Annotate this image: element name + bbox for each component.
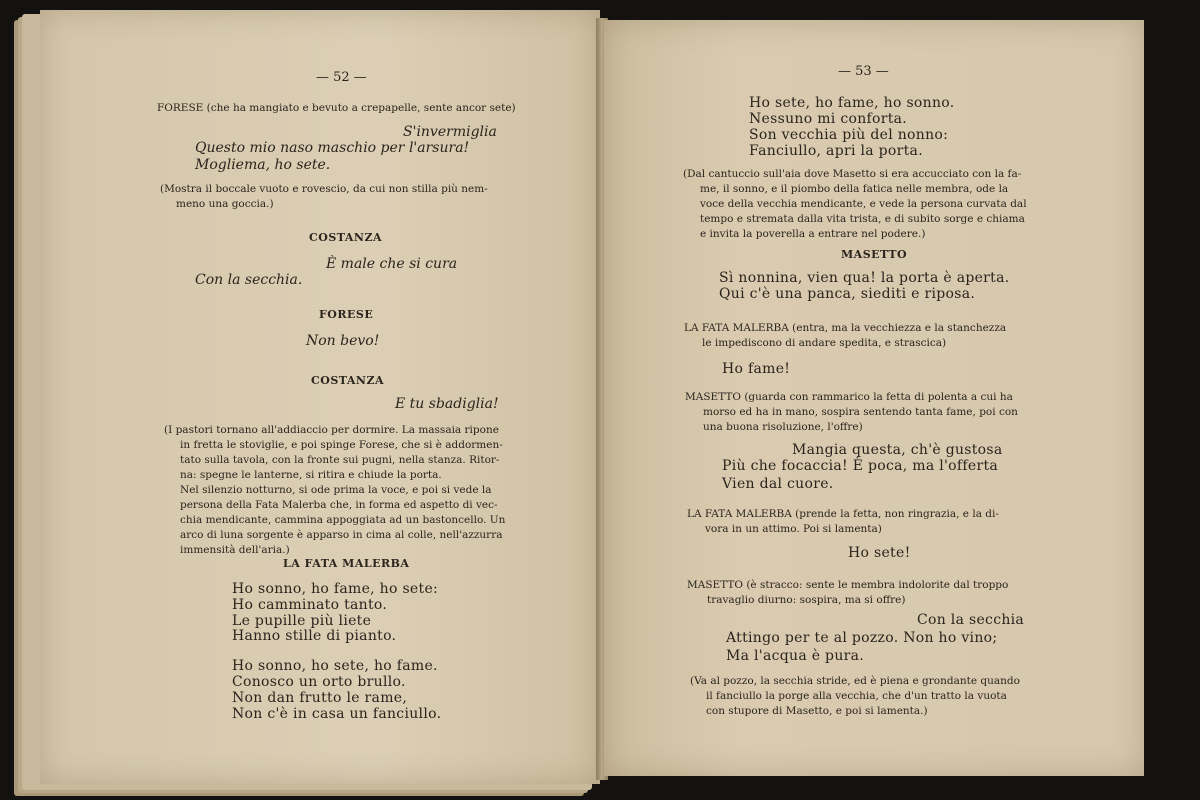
stage-direction-line: meno una goccia.) [176, 198, 274, 210]
stage-direction-line: immensità dell'aria.) [180, 544, 290, 556]
verse-line: Vien dal cuore. [722, 476, 834, 492]
verse-line: Questo mio naso maschio per l'arsura! [195, 140, 470, 156]
verse-line: Attingo per te al pozzo. Non ho vino; [726, 630, 998, 646]
stage-direction-line: (Dal cantuccio sull'aia dove Masetto si era accucciato con la fa- [683, 168, 1022, 180]
speaker-line: le impediscono di andare spedita, e strascica) [702, 337, 947, 349]
verse-line: Con la secchia. [195, 272, 303, 288]
verse-line: Più che focaccia! È poca, ma l'offerta [722, 458, 999, 474]
verse-line: Fanciullo, apri la porta. [749, 143, 923, 159]
stage-direction-line: (I pastori tornano all'addiaccio per dormire. La massaia ripone [164, 424, 499, 436]
stage-direction-line: Nel silenzio notturno, si ode prima la voce, e poi si vede la [180, 484, 492, 496]
verse-line: Mangia questa, ch'è gustosa [792, 442, 1003, 458]
verse-line: Qui c'è una panca, siediti e riposa. [719, 286, 976, 302]
stage-direction-line: con stupore di Masetto, e poi si lamenta.) [706, 705, 928, 717]
speaker-line: una buona risoluzione, l'offre) [703, 421, 863, 433]
verse-line: Ho sete! [848, 545, 911, 561]
page-number-right: — 53 — [838, 64, 889, 79]
verse-line: Son vecchia più del nonno: [749, 127, 949, 143]
verse-line: S'invermiglia [403, 124, 497, 140]
speaker-line: FORESE (che ha mangiato e bevuto a crepapelle, sente ancor sete) [157, 102, 516, 114]
stage-direction-line: na: spegne le lanterne, si ritira e chiude la porta. [180, 469, 442, 481]
speaker-line: vora in un attimo. Poi si lamenta) [705, 523, 882, 535]
speaker-name: COSTANZA [309, 231, 383, 244]
verse-line: E tu sbadiglia! [395, 396, 499, 412]
page-number-left: — 52 — [316, 70, 367, 85]
verse-line: Ho sete, ho fame, ho sonno. [749, 95, 955, 111]
speaker-name: COSTANZA [311, 374, 385, 387]
verse-line: Non c'è in casa un fanciullo. [232, 706, 442, 722]
stage-direction-line: tempo e stremata dalla vita trista, e di subito sorge e chiama [700, 213, 1025, 225]
speaker-line: travaglio diurno: sospira, ma si offre) [707, 594, 906, 606]
verse-line: Con la secchia [917, 612, 1025, 628]
speaker-name: MASETTO [841, 248, 908, 261]
speaker-line: LA FATA MALERBA (prende la fetta, non ringrazia, e la di- [687, 508, 999, 520]
verse-line: Ho sonno, ho fame, ho sete: [232, 581, 439, 597]
speaker-name: LA FATA MALERBA [283, 557, 410, 570]
speaker-line: MASETTO (guarda con rammarico la fetta di polenta a cui ha [685, 391, 1013, 403]
stage-direction-line: arco di luna sorgente è apparso in cima al colle, nell'azzurra [180, 529, 503, 541]
speaker-line: LA FATA MALERBA (entra, ma la vecchiezza e la stanchezza [684, 322, 1007, 334]
speaker-line: MASETTO (è stracco: sente le membra indolorite dal troppo [687, 579, 1009, 591]
verse-line: Ho sonno, ho sete, ho fame. [232, 658, 438, 674]
verse-line: È male che si cura [326, 256, 458, 272]
stage-direction-line: me, il sonno, e il piombo della fatica nelle membra, ode la [700, 183, 1009, 195]
verse-line: Non bevo! [306, 333, 380, 349]
verse-line: Ma l'acqua è pura. [726, 648, 865, 664]
verse-line: Conosco un orto brullo. [232, 674, 406, 690]
verse-line: Nessuno mi conforta. [749, 111, 908, 127]
stage-direction-line: il fanciullo la porge alla vecchia, che d'un tratto la vuota [706, 690, 1007, 702]
verse-line: Non dan frutto le rame, [232, 690, 408, 706]
stage-direction-line: voce della vecchia mendicante, e vede la persona curvata dal [700, 198, 1027, 210]
speaker-line: morso ed ha in mano, sospira sentendo tanta fame, poi con [703, 406, 1018, 418]
stage-direction-line: persona della Fata Malerba che, in forma ed aspetto di vec- [180, 499, 498, 511]
verse-line: Hanno stille di pianto. [232, 628, 397, 644]
speaker-name: FORESE [319, 308, 374, 321]
stage-direction-line: chia mendicante, cammina appoggiata ad un bastoncello. Un [180, 514, 506, 526]
stage-direction-line: in fretta le stoviglie, e poi spinge Forese, che si è addormen- [180, 439, 503, 451]
stage-direction-line: tato sulla tavola, con la fronte sui pugni, nella stanza. Ritor- [180, 454, 500, 466]
stage-direction-line: e invita la poverella a entrare nel podere.) [700, 228, 926, 240]
verse-line: Sì nonnina, vien qua! la porta è aperta. [719, 270, 1010, 286]
verse-line: Le pupille più liete [232, 613, 372, 629]
verse-line: Ho fame! [722, 361, 791, 377]
stage-direction-line: (Va al pozzo, la secchia stride, ed è piena e grondante quando [690, 675, 1020, 687]
verse-line: Mogliema, ho sete. [195, 157, 331, 173]
stage-direction-line: (Mostra il boccale vuoto e rovescio, da cui non stilla più nem- [160, 183, 488, 195]
verse-line: Ho camminato tanto. [232, 597, 388, 613]
